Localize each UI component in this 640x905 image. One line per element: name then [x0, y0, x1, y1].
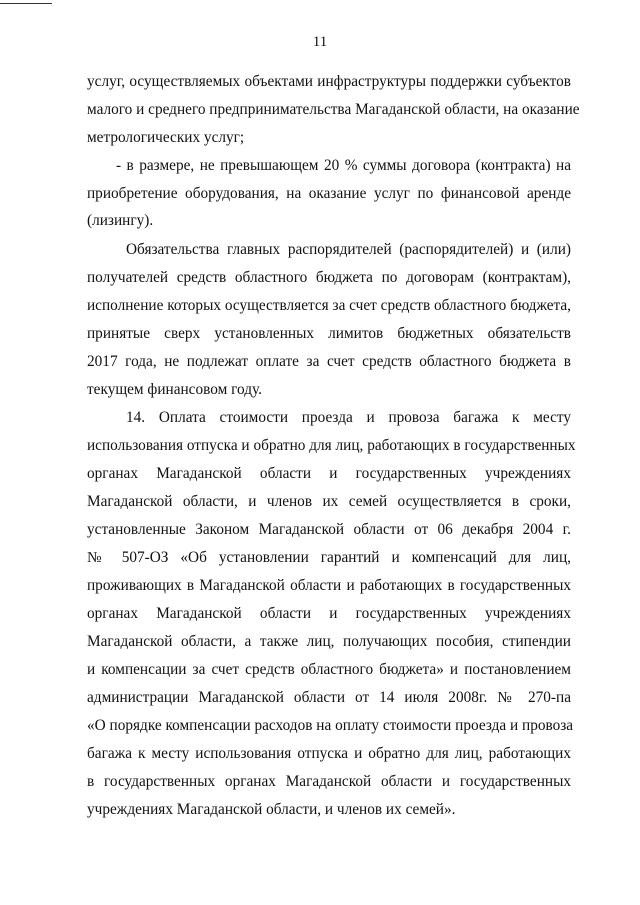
text-line: органах Магаданской области и государственных учреждениях [87, 605, 571, 622]
text-line: (лизингу). [87, 212, 154, 229]
text-line: - в размере, не превышающем 20 % суммы договора (контракта) на [116, 157, 571, 174]
text-line: малого и среднего предпринимательства Магаданской области, на оказание [87, 101, 580, 118]
text-line: Обязательства главных распорядителей (распорядителей) и (или) [126, 241, 571, 258]
text-line: «О порядке компенсации расходов на оплату стоимости проезда и провоза [87, 717, 574, 734]
top-rule-divider [0, 3, 52, 4]
text-line: приобретение оборудования, на оказание услуг по финансовой аренде [87, 185, 571, 202]
text-line: Магаданской области, и членов их семей осуществляется в сроки, [87, 493, 571, 510]
text-line: исполнение которых осуществляется за счет средств областного бюджета, [87, 297, 571, 314]
text-line: 2017 года, не подлежат оплате за счет средств областного бюджета в [87, 353, 571, 370]
text-line: 14. Оплата стоимости проезда и провоза багажа к месту [126, 409, 571, 426]
text-line: администрации Магаданской области от 14 июля 2008г. № 270-па [87, 689, 571, 706]
text-line: получателей средств областного бюджета по договорам (контрактам), [87, 269, 571, 286]
text-line: багажа к месту использования отпуска и обратно для лиц, работающих [87, 745, 571, 762]
page-number: 11 [312, 34, 328, 50]
text-line: использования отпуска и обратно для лиц, работающих в государственных [87, 437, 576, 454]
text-line: Магаданской области, а также лиц, получающих пособия, стипендии [87, 633, 571, 650]
text-line: в государственных органах Магаданской области и государственных [87, 773, 571, 790]
text-line: метрологических услуг; [87, 129, 245, 146]
text-line: № 507-ОЗ «Об установлении гарантий и компенсаций для лиц, [87, 549, 571, 566]
text-line: принятые сверх установленных лимитов бюджетных обязательств [87, 325, 571, 342]
text-line: установленные Законом Магаданской области от 06 декабря 2004 г. [87, 521, 571, 538]
text-line: учреждениях Магаданской области, и членов их семей». [87, 801, 456, 818]
text-line: услуг, осуществляемых объектами инфраструктуры поддержки субъектов [87, 73, 571, 90]
text-line: органах Магаданской области и государственных учреждениях [87, 465, 571, 482]
text-line: текущем финансовом году. [87, 381, 262, 398]
text-line: и компенсации за счет средств областного бюджета» и постановлением [87, 661, 571, 678]
text-line: проживающих в Магаданской области и работающих в государственных [87, 577, 571, 594]
